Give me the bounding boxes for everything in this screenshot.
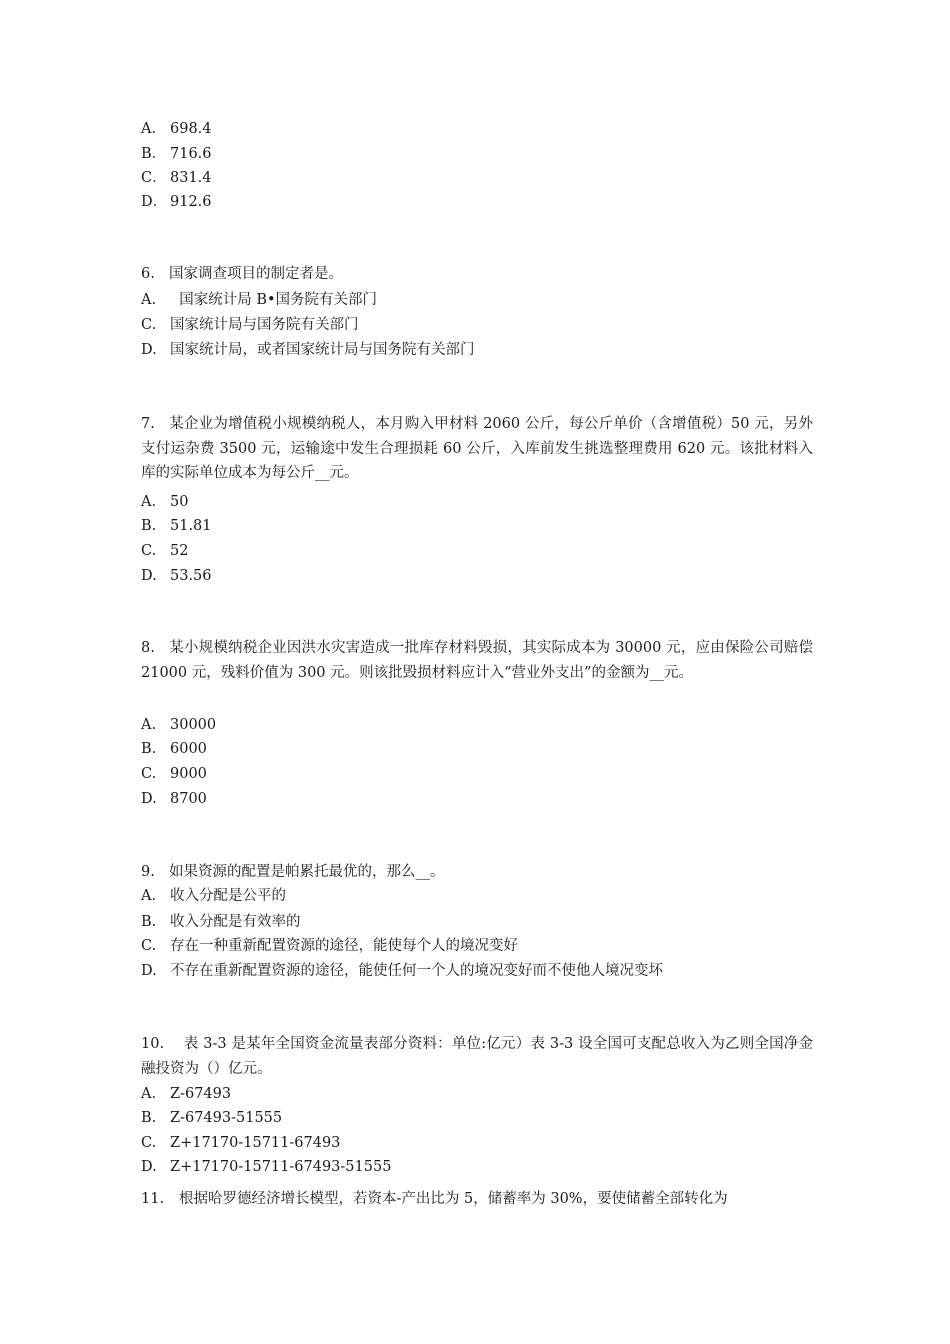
option-d xyxy=(141,789,207,809)
option-text: 912.6 xyxy=(170,194,212,210)
option-label: B. xyxy=(141,914,157,930)
option-d xyxy=(141,192,212,212)
option-label: D. xyxy=(141,1159,157,1175)
question-number: 11. xyxy=(141,1191,165,1207)
question-6-stem xyxy=(141,264,343,284)
option-label: A. xyxy=(141,1086,157,1102)
option-text: Z-67493-51555 xyxy=(170,1110,283,1126)
option-d xyxy=(141,566,212,586)
question-11-stem xyxy=(141,1189,728,1209)
question-text: 根据哈罗德经济增长模型，若资本-产出比为 5，储蓄率为 30%，要使储蓄全部转化为 xyxy=(179,1191,728,1207)
question-10-stem xyxy=(141,1032,813,1081)
option-label: A. xyxy=(141,888,157,904)
question-number: 6. xyxy=(141,266,155,282)
option-label: A. xyxy=(141,717,157,733)
question-number: 7. xyxy=(141,416,155,432)
option-label: C. xyxy=(141,766,157,782)
option-text: 8700 xyxy=(170,791,207,807)
option-d xyxy=(141,340,475,360)
option-d xyxy=(141,961,663,981)
option-a xyxy=(141,715,216,735)
option-text: 52 xyxy=(170,543,189,559)
option-label: D. xyxy=(141,342,157,358)
option-a xyxy=(141,1084,231,1104)
option-label: C. xyxy=(141,543,157,559)
option-label: B. xyxy=(141,518,157,534)
option-a xyxy=(141,886,286,906)
option-text: 698.4 xyxy=(170,121,212,137)
question-number: 9. xyxy=(141,864,155,880)
option-text: 不存在重新配置资源的途径，能使任何一个人的境况变好而不使他人境况变坏 xyxy=(170,963,663,979)
option-c xyxy=(141,1133,340,1153)
option-label: A. xyxy=(141,121,157,137)
option-c xyxy=(141,168,212,188)
option-text: Z+17170-15711-67493-51555 xyxy=(170,1159,392,1175)
option-label: C. xyxy=(141,1135,157,1151)
question-9-stem xyxy=(141,862,445,882)
option-text: 存在一种重新配置资源的途径，能使每个人的境况变好 xyxy=(170,938,518,954)
option-text: 收入分配是公平的 xyxy=(170,888,286,904)
option-a xyxy=(141,492,188,512)
option-text: 831.4 xyxy=(170,170,212,186)
question-text: 某小规模纳税企业因洪水灾害造成一批库存材料毁损，其实际成本为 30000 元，应由保险公司赔偿 21000 元，残料价值为 300 元。则该批毁损材料应计入“营业外支出”的金额为__元。 xyxy=(141,640,813,681)
question-7-stem xyxy=(141,412,813,486)
option-text: 30000 xyxy=(170,717,217,733)
option-text: Z-67493 xyxy=(170,1086,232,1102)
option-text: 国家统计局与国务院有关部门 xyxy=(170,317,359,333)
option-b xyxy=(141,739,207,759)
option-a xyxy=(141,119,212,139)
option-b xyxy=(141,1108,282,1128)
option-d xyxy=(141,1157,391,1177)
option-text: 51.81 xyxy=(170,518,212,534)
option-text: 国家统计局 B•国务院有关部门 xyxy=(170,292,378,308)
option-label: D. xyxy=(141,791,157,807)
option-label: B. xyxy=(141,741,157,757)
question-number: 10. xyxy=(141,1036,165,1052)
question-text: 如果资源的配置是帕累托最优的，那么__。 xyxy=(169,864,445,880)
option-text: 国家统计局，或者国家统计局与国务院有关部门 xyxy=(170,342,475,358)
option-label: B. xyxy=(141,1110,157,1126)
option-label: C. xyxy=(141,938,157,954)
option-text: 收入分配是有效率的 xyxy=(170,914,301,930)
option-text: 716.6 xyxy=(170,146,212,162)
option-label: D. xyxy=(141,568,157,584)
option-text: 6000 xyxy=(170,741,207,757)
option-b xyxy=(141,144,212,164)
option-c xyxy=(141,541,188,561)
option-a xyxy=(141,290,377,310)
option-label: D． xyxy=(141,194,168,210)
option-text: 50 xyxy=(170,494,189,510)
option-c xyxy=(141,315,359,335)
option-label: C． xyxy=(141,170,167,186)
option-label: A. xyxy=(141,292,157,308)
option-label: D. xyxy=(141,963,157,979)
option-text: Z+17170-15711-67493 xyxy=(170,1135,341,1151)
option-label: B． xyxy=(141,146,167,162)
option-b xyxy=(141,912,301,932)
question-8-stem xyxy=(141,636,813,685)
question-text: 某企业为增值税小规模纳税人，本月购入甲材料 2060 公斤，每公斤单价（含增值税）50 元，另外支付运杂费 3500 元，运输途中发生合理损耗 60 公斤，入库前发生挑选整理费用 620 元。该批材料入库的实际单位成本为每公斤__元。 xyxy=(141,416,813,481)
option-text: 53.56 xyxy=(170,568,212,584)
option-text: 9000 xyxy=(170,766,207,782)
question-number: 8. xyxy=(141,640,155,656)
option-c xyxy=(141,936,518,956)
option-b xyxy=(141,516,212,536)
question-text: 国家调查项目的制定者是。 xyxy=(169,266,343,282)
question-text: 表 3-3 是某年全国资金流量表部分资料：单位:亿元）表 3-3 设全国可支配总收入为乙则全国净金融投资为（）亿元。 xyxy=(141,1036,813,1077)
option-c xyxy=(141,764,207,784)
option-label: C. xyxy=(141,317,157,333)
option-label: A. xyxy=(141,494,157,510)
